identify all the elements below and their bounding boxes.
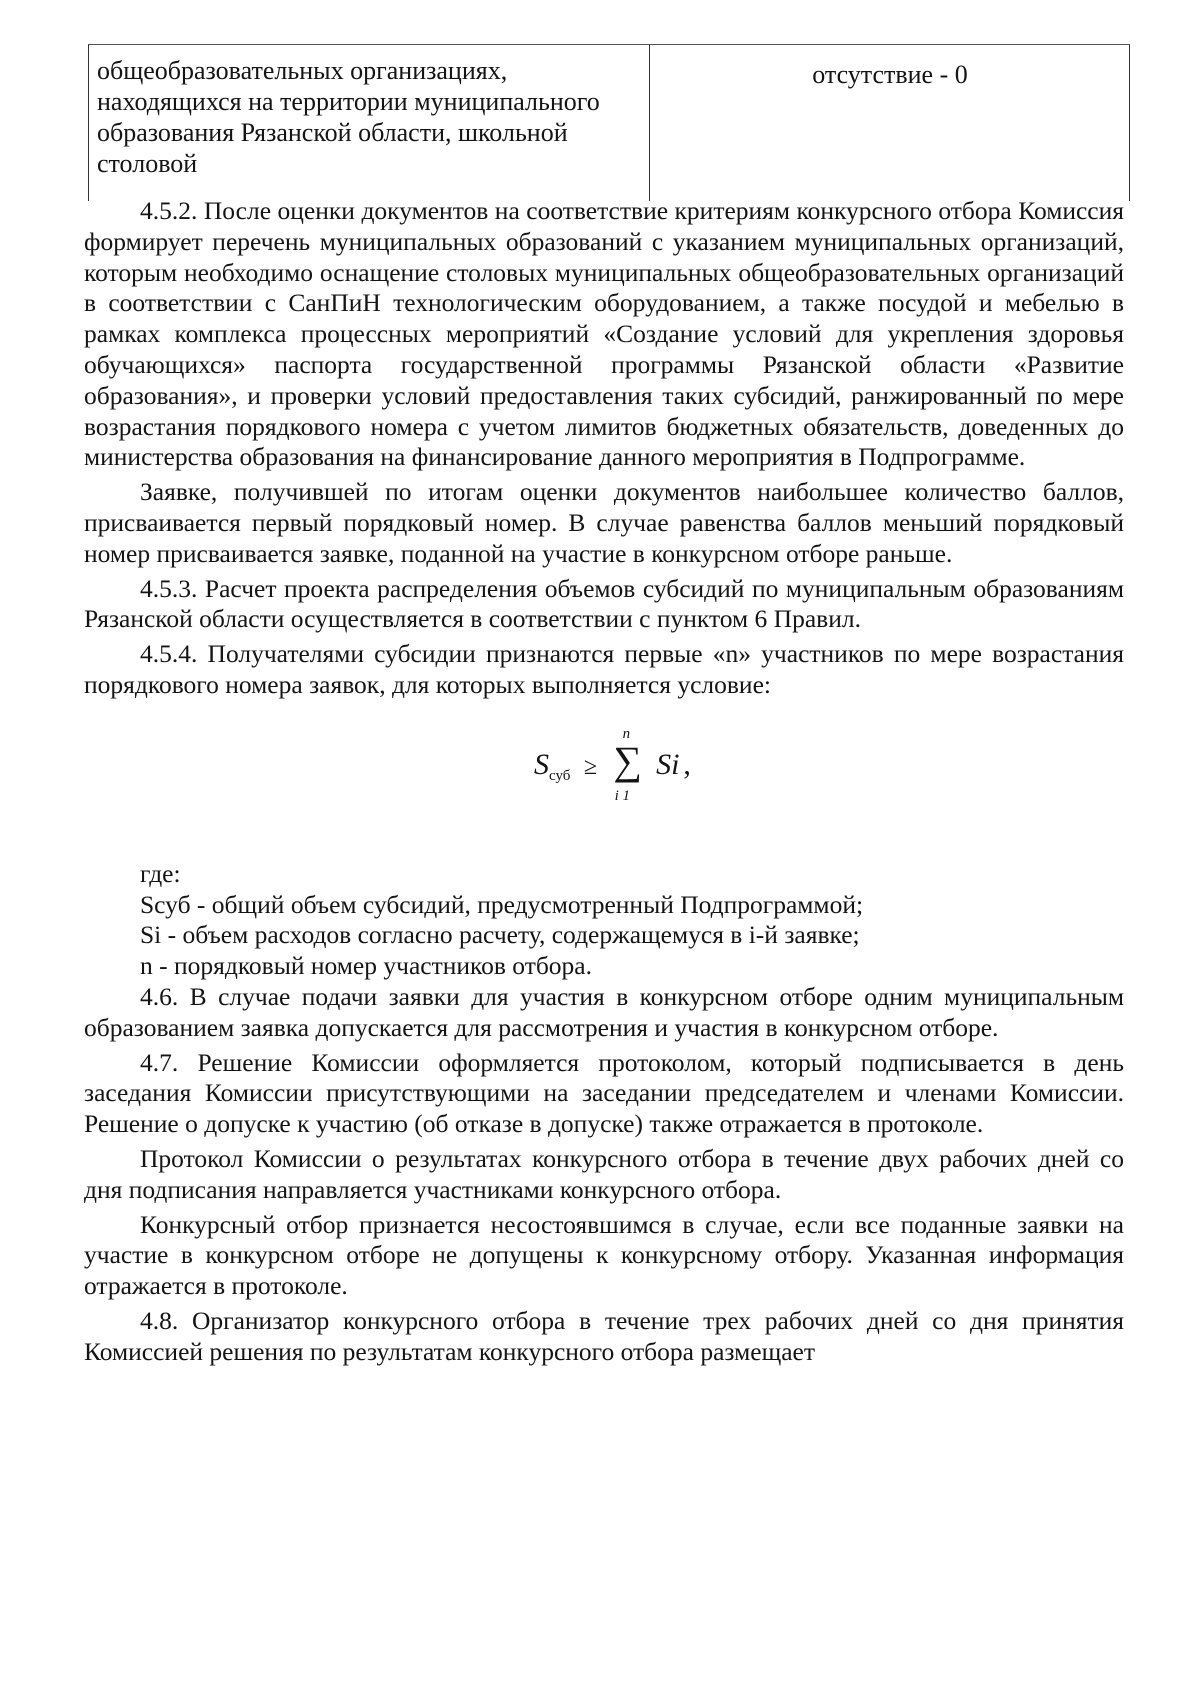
criteria-table-fragment xyxy=(88,44,1130,201)
paragraph-4-5-2: 4.5.2. После оценки документов на соответствие критериям конкурсного отбора Комиссия формирует перечень муниципальных образований с указанием муниципальных организаций, которым необходимо оснащение столовых муниципальных общеобразовательных организаций в соответствии с СанПиН технологическим оборудованием, а также посудой и мебелью в рамках комплекса процессных мероприятий «Создание условий для укрепления здоровья обучающихся» паспорта государственной программы Рязанской области «Развитие образования», и проверки условий предоставления таких субсидий, ранжированный по мере возрастания порядкового номера с учетом лимитов бюджетных обязательств, доведенных до министерства образования на финансирование данного мероприятия в Подпрограмме. xyxy=(84,196,1124,472)
table-cell-criterion: общеобразовательных организациях, находящихся на территории муниципального образования Рязанской области, школьной столовой xyxy=(97,56,600,178)
document-body xyxy=(84,196,1124,1368)
subsidy-condition-formula xyxy=(84,721,1124,841)
formula-lhs-subscript: суб xyxy=(549,767,571,784)
paragraph-4-5-2-ranking: Заявке, получившей по итогам оценки документов наибольшее количество баллов, присваивается первый порядковый номер. В случае равенства баллов меньший порядковый номер присваивается заявке, поданной на участие в конкурсном отборе раньше. xyxy=(84,477,1124,568)
paragraph-4-8: 4.8. Организатор конкурсного отбора в течение трех рабочих дней со дня принятия Комиссией решения по результатам конкурсного отбора размещает xyxy=(84,1305,1124,1366)
table-column-divider xyxy=(649,45,650,201)
paragraph-4-7-protocol: Протокол Комиссии о результатах конкурсного отбора в течение двух рабочих дней со дня подписания направляется участниками конкурсного отбора. xyxy=(84,1143,1124,1204)
formula-sum xyxy=(611,725,645,804)
definition-n: n - порядковый номер участников отбора. xyxy=(140,951,593,981)
formula-definitions xyxy=(84,859,1124,982)
definitions-where: где: xyxy=(140,858,181,888)
formula-sum-upper: n xyxy=(622,725,631,742)
sigma-icon: ∑ xyxy=(613,737,642,783)
paragraph-4-7: 4.7. Решение Комиссии оформляется протоколом, который подписывается в день заседания Комиссии присутствующими на заседании председателем и членами Комиссии. Решение о допуске к участию (об отказе в допуске) также отражается в протоколе. xyxy=(84,1047,1124,1139)
definition-scub: Sсуб - общий объем субсидий, предусмотренный Подпрограммой; xyxy=(140,889,864,919)
paragraph-4-5-4: 4.5.4. Получателями субсидии признаются первые «n» участников по мере возрастания порядкового номера заявок, для которых выполняется условие: xyxy=(84,639,1124,699)
paragraph-4-7-failed-selection: Конкурсный отбор признается несостоявшимся в случае, если все поданные заявки на участие в конкурсном отборе не допущены к конкурсному отбору. Указанная информация отражается в протоколе. xyxy=(84,1209,1124,1301)
formula-lhs: S xyxy=(534,747,549,781)
paragraph-4-5-3: 4.5.3. Расчет проекта распределения объемов субсидий по муниципальным образованиям Рязанской области осуществляется в соответствии с пунктом 6 Правил. xyxy=(84,573,1124,634)
paragraph-4-6: 4.6. В случае подачи заявки для участия в конкурсном отборе одним муниципальным образованием заявка допускается для рассмотрения и участия в конкурсном отборе. xyxy=(84,981,1124,1042)
formula-geq-sign: ≥ xyxy=(583,753,598,780)
formula-comma: , xyxy=(683,747,691,781)
table-cell-score: отсутствие - 0 xyxy=(812,60,968,89)
formula-term: Si xyxy=(656,747,680,781)
definition-si: Si - объем расходов согласно расчету, содержащемуся в i-й заявке; xyxy=(140,920,860,950)
formula-sum-lower: i 1 xyxy=(614,787,630,804)
